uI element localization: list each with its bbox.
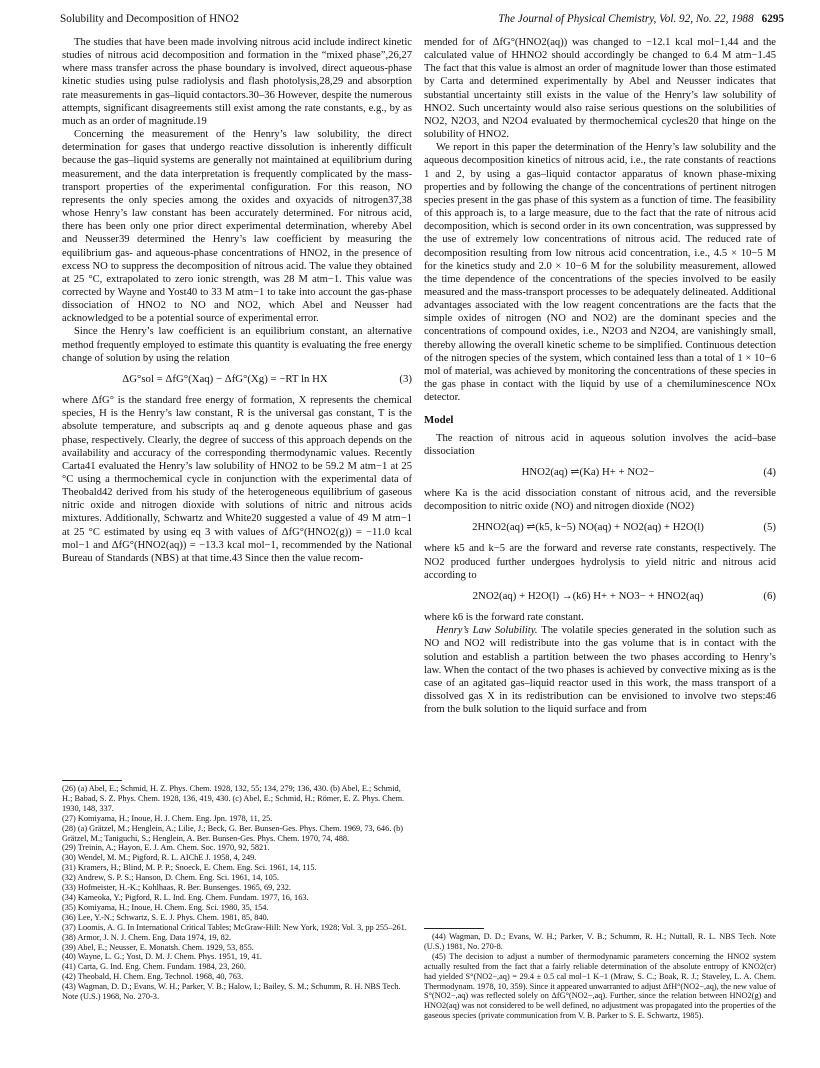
paragraph: We report in this paper the determination of the Henry’s law solubility and the aqueous decomposition kinetics of nitrous acid, i.e., the rate constants of reactions 1 and 2, by using a gas–liquid contactor apparatus of known phase-mixing properties and by following the change of the concentrations of pertinent nitrogen species present in the gas phase of this system as a function of time. The feasibility of this approach is, to a large measure, due to the fact that the rate of nitrous acid decomposition, which is second order in its own concentration, was suppressed by the use of extremely low concentrations of nitrous acid. The reduced rate of decomposition resulting from low nitrous acid concentration, i.e., 4.5 × 10−5 M for the kinetics study and 2.0 × 10−6 M for the solubility measurement, allowed the time dependence of the concentrations of the species involved to be easily measured and the mass-transport processes to be adequately delineated. Additional advantages associated with the low reagent concentrations are the facts that the simple oxides of nitrogen (NO and NO2) are the dominant species and the concentrations of compound oxides, i.e., N2O3 and N2O4, are vanishingly small, thereby allowing the overall kinetic scheme to be simplified. Continuous detection of the nitrogen species of the system, which contained less than a total of 1 × 10−6 mol of material, was achieved by monitoring the concentrations of these species in the gas phase in contact with the liquid by use of a chemiluminescence NOx detector.: [424, 142, 776, 404]
paragraph: The studies that have been made involving nitrous acid include indirect kinetic studies of nitrous acid decomposition and formation in the “mixed phase”,26,27 where mass transfer across the phase boundary is involved, direct aqueous-phase kinetic studies using pulse radiolysis and flash photolysis,28,29 and absorption rate measurements in gas–liquid contactors.30–36 However, despite the numerous attempts, significant disagreements still exist among the rate constants, e.g., by as much as an order of magnitude.19: [62, 37, 412, 127]
paragraph: Concerning the measurement of the Henry’s law solubility, the direct determination for gases that undergo reactive dissolution is inherently difficult because the gas–liquid systems are generally not maintained at equilibrium during measurement, and the data interpretation is frequently complicated by the mass-transport properties of the experimental configuration. For this reason, NO represents the only species among the oxides and oxyacids of nitrogen37,38 whose Henry’s law constant has been accurately determined. For nitrous acid, there has been only one prior direct experimental determination, whereby Abel and Neusser39 determined the Henry’s law coefficient by measuring the equilibrium gas- and aqueous-phase concentrations of HNO2, in the presence of excess NO to suppress the decomposition of nitrous acid. The value they obtained at 25 °C, extrapolated to zero ionic strength, was 28 M atm−1. This value was corrected by Wayne and Yost40 to 33 M atm−1 to take into account the gas-phase dissociation of HNO2 to NO and NO2, which Abel and Neusser had acknowledged to be a potential source of experimental error.: [62, 129, 412, 325]
running-header: [60, 10, 784, 28]
equation-6: [424, 590, 776, 603]
reference-item: (30) Wendel, M. M.; Pigford, R. L. AIChE J. 1958, 4, 249.: [62, 853, 257, 863]
page-number: 6295: [761, 13, 784, 25]
paragraph: where k5 and k−5 are the forward and reverse rate constants, respectively. The NO2 produced further undergoes hydrolysis to yield nitric and nitrous acid according to: [424, 543, 776, 581]
left-column: [62, 36, 412, 565]
reference-item: (32) Andrew, S. P. S.; Hanson, D. Chem. Eng. Sci. 1961, 14, 105.: [62, 873, 280, 883]
reference-item: (31) Kramers, H.; Blind, M. P. P.; Snoeck, E. Chem. Eng. Sci. 1961, 14, 115.: [62, 863, 317, 873]
equation-body: 2HNO2(aq) ⇌(k5, k−5) NO(aq) + NO2(aq) + H2O(l): [472, 521, 704, 534]
equation-body: HNO2(aq) ⇌(Ka) H+ + NO2−: [521, 465, 655, 478]
footnote-divider: [424, 928, 484, 929]
paragraph: The reaction of nitrous acid in aqueous solution involves the acid–base dissociation: [424, 432, 776, 457]
reference-item: (34) Kameoka, Y.; Pigford, R. L. Ind. Eng. Chem. Fundam. 1977, 16, 163.: [62, 892, 309, 902]
equation-5: [424, 521, 776, 534]
paragraph: where Ka is the acid dissociation constant of nitrous acid, and the reversible decomposition to nitric oxide (NO) and nitrogen dioxide (NO2): [424, 488, 776, 513]
paragraph: where k6 is the forward rate constant.: [424, 612, 584, 624]
subsection-heading: Henry’s Law Solubility.: [436, 625, 538, 637]
paragraph: mended for of ΔfG°(HNO2(aq)) was changed to −12.1 kcal mol−1,44 and the calculated value of HHNO2 should accordingly be changed to 6.4 M atm−1.45 The fact that this value is almost an order of magnitude lower than those estimated by Carta and determined experimentally by Abel and Neusser indicates that substantial uncertainty still exists in the value of the Henry’s law solubility of HNO2. Such uncertainty would also raise serious questions on the solubilities of NO2, N2O3, and N2O4 evaluated by thermochemical cycles20 that hinge on the solubility of HNO2.: [424, 37, 776, 141]
equation-number: (5): [763, 521, 776, 534]
reference-item: (40) Wayne, L. G.; Yost, D. M. J. Chem. Phys. 1951, 19, 41.: [62, 952, 262, 962]
note-item: (44) Wagman, D. D.; Evans, W. H.; Parker, V. B.; Schumm, R. H.; Nuttall, R. L. NBS Tech. Note (U.S.) 1981, No. 270-8.: [424, 932, 776, 951]
section-heading: Model: [424, 414, 454, 427]
reference-item: (33) Hofmeister, H.-K.; Kohlhaas, R. Ber. Bunsenges. 1965, 69, 232.: [62, 883, 291, 893]
equation-3: [62, 373, 412, 386]
reference-item: (38) Armor, J. N. J. Chem. Eng. Data 1974, 19, 82.: [62, 932, 232, 942]
reference-item: (42) Theobald, H. Chem. Eng. Technol. 1968, 40, 763.: [62, 972, 244, 982]
reference-item: (36) Lee, Y.-N.; Schwartz, S. E. J. Phys. Chem. 1981, 85, 840.: [62, 912, 269, 922]
reference-item: (28) (a) Grätzel, M.; Henglein, A.; Lilie, J.; Beck, G. Ber. Bunsen-Ges. Phys. Chem. 1969, 73, 646. (b) Grätzel, M.; Taniguchi, S.; Henglein, A. Ber. Bunsen-Ges. Phys. Chem. 1970, 74, 488.: [62, 823, 404, 843]
note-item: (45) The decision to adjust a number of thermodynamic parameters concerning the HNO2 system actually resulted from the fact that a fairly reliable determination of the absolute entropy of KNO2(cr) had yielded S°(NO2−,aq) = 29.4 ± 0.5 cal mol−1 K−1 (Mraw, S. C.; Boak, R. J.; Staveley, L. A. Chem. Thermodynam. 1978, 10, 359). Since it appeared unwarranted to adjust ΔfH°(NO2−,aq), the new value of S°(NO2−,aq) was reflected solely on ΔfG°(NO2−,aq). Further, since the relation between HNO2(g) and HNO2(aq) was not considered to be well defined, no adjustment was propagated into the properties of the gaseous species (private communication from V. B. Parker to S. E. Schwartz, 1985).: [424, 951, 776, 1021]
reference-item: (39) Abel, E.; Neusser, E. Monatsh. Chem. 1929, 53, 855.: [62, 942, 254, 952]
references-footnotes: [62, 780, 412, 1002]
right-column: [424, 36, 776, 716]
reference-item: (35) Komiyama, H.; Inoue, H. Chem. Eng. Sci. 1980, 35, 154.: [62, 902, 269, 912]
equation-number: (4): [763, 465, 776, 478]
reference-item: (27) Komiyama, H.; Inoue, H. J. Chem. Eng. Jpn. 1978, 11, 25.: [62, 813, 273, 823]
footnote-divider: [62, 780, 122, 781]
reference-item: (29) Treinin, A.; Hayon, E. J. Am. Chem. Soc. 1970, 92, 5821.: [62, 843, 270, 853]
paragraph: where ΔfG° is the standard free energy of formation, X represents the chemical species, H is the Henry’s law constant, R is the universal gas constant, T is the absolute temperature, and subscripts aq and g denote aqueous phase and gas phase, respectively. Clearly, the degree of success of this approach depends on the availability and accuracy of the corresponding thermodynamic values. Recently Carta41 evaluated the Henry’s law solubility of HNO2 to be 59.2 M atm−1 at 25 °C using a thermochemical cycle in conjunction with the experimental data of Theobald42 derived from his study of the heterogeneous equilibrium of gaseous nitric oxide and nitrogen dioxide with solutions of nitric and nitrous acids mixtures. Additionally, Schwartz and White20 suggested a value of 49 M atm−1 at 25 °C estimated by using eq 3 with values of ΔfG°(HNO2(g)) = −11.0 kcal mol−1 and ΔfG°(HNO2(aq)) = −13.3 kcal mol−1, recommended by the National Bureau of Standards (NBS) at that time.43 Since then the value recom-: [62, 395, 412, 564]
equation-body: 2NO2(aq) + H2O(l) →(k6) H+ + NO3− + HNO2(aq): [472, 589, 704, 602]
equation-number: (3): [399, 372, 412, 385]
paragraph: Since the Henry’s law coefficient is an equilibrium constant, an alternative method frequently employed to estimate this quantity is evaluating the free energy change of solution by using the relation: [62, 326, 412, 364]
reference-item: (26) (a) Abel, E.; Schmid, H. Z. Phys. Chem. 1928, 132, 55; 134, 279; 136, 430. (b) Abel, E.; Schmid, H.; Babad, S. Z. Phys. Chem. 1928, 136, 419, 430. (c) Abel, E.; Schmid, H.; Römer, E. Z. Phys. Chem. 1930, 148, 337.: [62, 784, 405, 813]
reference-item: (41) Carta, G. Ind. Eng. Chem. Fundam. 1984, 23, 260.: [62, 962, 246, 972]
equation-body: ΔG°sol = ΔfG°(Xaq) − ΔfG°(Xg) = −RT ln HX: [122, 372, 328, 385]
reference-item: (37) Loomis, A. G. In International Critical Tables; McGraw-Hill: New York, 1928; Vol. 3, pp 255–261.: [62, 922, 407, 932]
equation-number: (6): [763, 589, 776, 602]
reference-item: (43) Wagman, D. D.; Evans, W. H.; Parker, V. B.; Halow, I.; Bailey, S. M.; Schumm, R. H. NBS Tech. Note (U.S.) 1968, No. 270-3.: [62, 982, 401, 1002]
paragraph: Henry’s Law Solubility. The volatile species generated in the solution such as NO and NO2 will redistribute into the gas volume that is in contact with the solution and establish a partition between the two phases according to Henry’s law. When the contact of the two phases is achieved by convective mixing as is the case of an agitated gas–liquid reactor used in this work, the mass transport of a dissolved gas X in its redistribution can be envisioned to involve two steps:46 from the bulk solution to the liquid surface and from: [424, 625, 776, 716]
journal-citation: The Journal of Physical Chemistry, Vol. 92, No. 22, 1988 6295: [498, 13, 784, 25]
equation-4: [424, 466, 776, 479]
running-title: Solubility and Decomposition of HNO2: [60, 13, 239, 25]
notes-footnotes: [424, 928, 776, 1021]
